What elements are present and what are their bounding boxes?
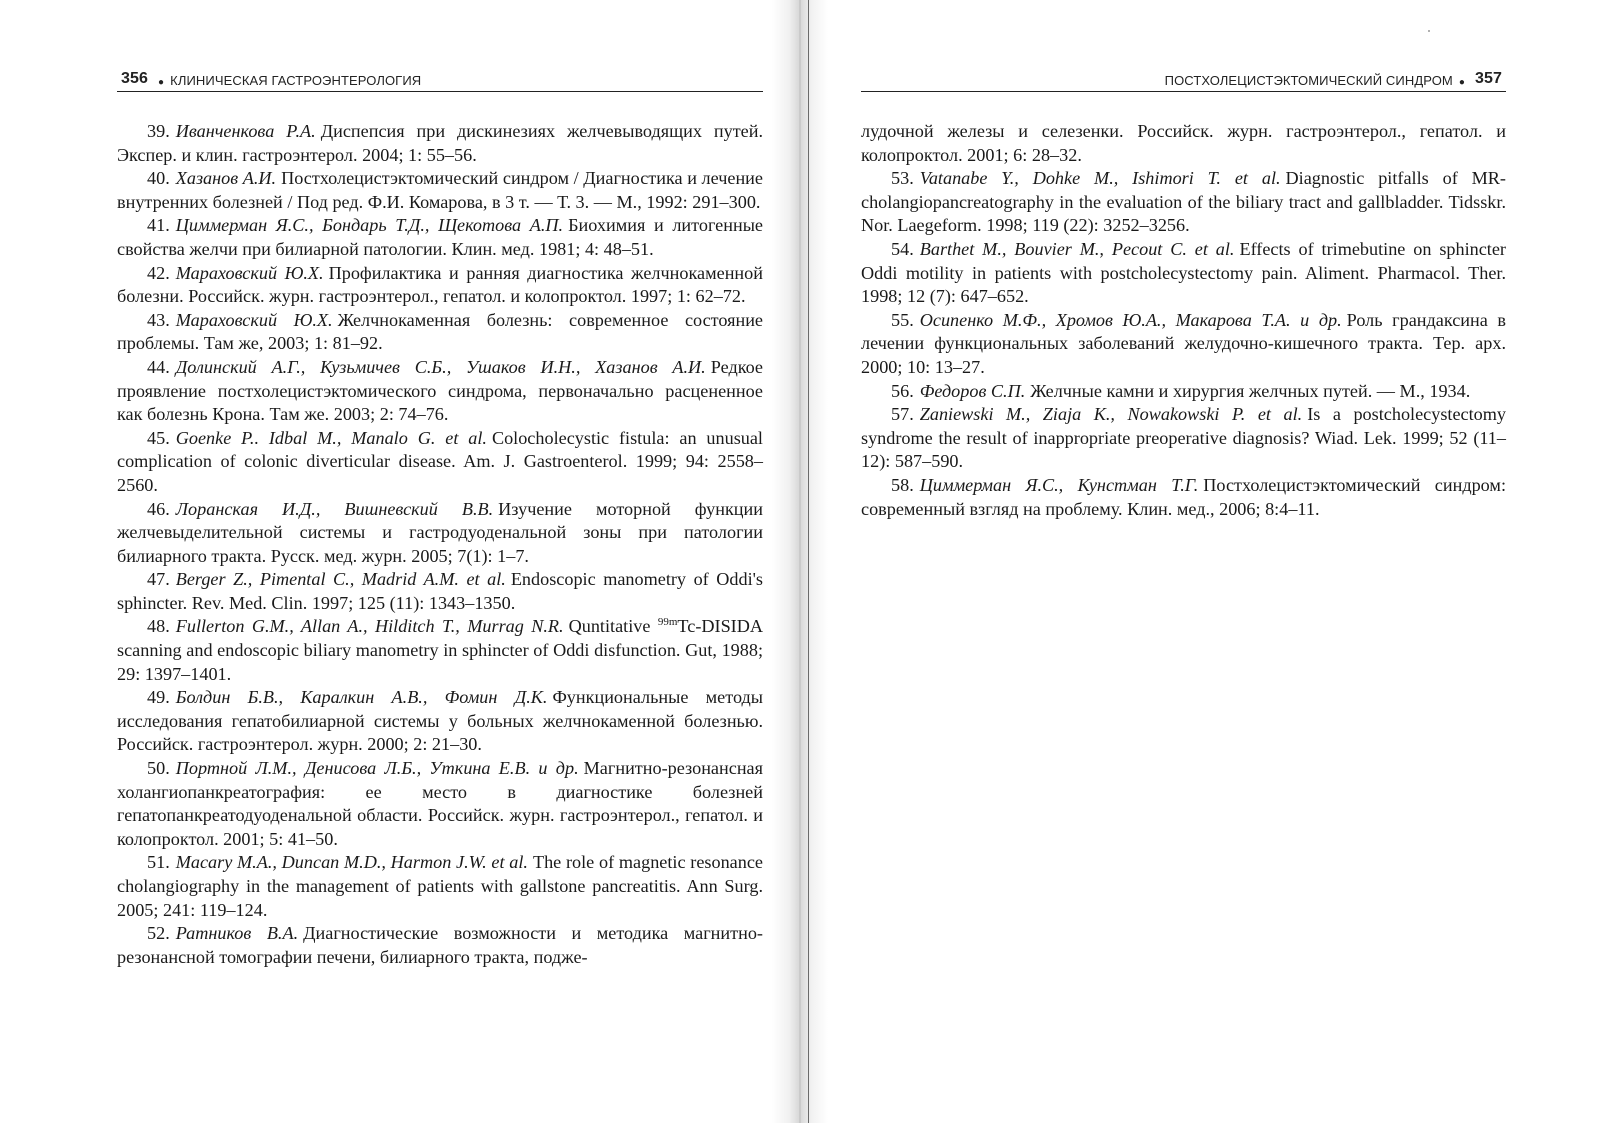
reference-text: Quntitative [568,616,651,637]
reference-text: Диспепсия при дискинезиях желчевыводящих путей. Экспер. и клин. гастроэнтерол. 2004; 1: 55–56. [117,121,763,165]
reference-item [117,167,763,214]
reference-number: 54. [891,238,914,259]
reference-item [117,922,763,969]
reference-item [861,167,1506,238]
page-number-left: 356 [121,70,148,87]
reference-authors: Долинский А.Г., Кузьмичев С.Б., Ушаков И.Н., Хазанов А.И. [175,356,706,377]
reference-authors: Осипенко М.Ф., Хромов Ю.А., Макарова Т.А. и др. [919,309,1342,330]
reference-authors: Macary M.A., Duncan M.D., Harmon J.W. et al. [175,852,528,873]
reference-text: Желчнокаменная болезнь: современное состояние проблемы. Там же, 2003; 1: 81–92. [117,309,763,354]
reference-text: Постхолецистэктомический синдром / Диагностика и лечение внутренних болезней / Под ред. Ф.И. Комарова, в 3 т. — Т. 3. — М., 1992: 291–300. [117,168,763,212]
reference-number: 51. [147,852,170,873]
reference-item [117,309,763,356]
reference-list-right [861,120,1506,521]
reference-authors: Мараховский Ю.Х. [175,262,324,283]
reference-text: Изучение моторной функции желчевыделительной системы и гастродуоденальной зоны при патологии билиарного тракта. Русск. мед. журн. 2005; 7(1): 1–7. [117,498,763,566]
reference-text: Желчные камни и хирургия желчных путей. — М., 1934. [1030,380,1471,401]
running-head-right [861,68,1506,92]
reference-number: 41. [147,215,170,236]
reference-authors: Хазанов А.И. [175,168,277,189]
reference-authors: Циммерман Я.С., Бондарь Т.Д., Щекотова А.П. [175,215,564,236]
reference-text: Магнитно-резонансная холангиопанкреатография: ее место в диагностике болезней гепатопанкреатодуоденальной области. Российск. журн. гастроэнтерол., гепатол. и колопроктол. 2001; 5: 41–50. [117,758,763,849]
reference-number: 48. [147,616,170,637]
reference-text: Tc-DISIDA scanning and endoscopic biliary manometry in sphincter of Oddi disfunction. Gut, 1988; 29: 1397–1401. [117,616,764,684]
reference-authors: Vatanabe Y., Dohke M., Ishimori T. et al. [919,168,1281,189]
reference-authors: Болдин Б.В., Каралкин А.В., Фомин Д.К. [175,687,548,708]
reference-text: Is a postcholecystectomy syndrome the result of inappropriate preoperative diagnosis? Wiad. Lek. 1999; 52 (11–12): 587–590. [861,404,1506,472]
running-title-right: ПОСТХОЛЕЦИСТЭКТОМИЧЕСКИЙ СИНДРОМ [1164,73,1453,88]
reference-item [117,120,763,167]
isotope-superscript: 99m [657,616,678,629]
reference-item [117,568,763,615]
reference-item [861,474,1506,521]
reference-text: Редкое проявление постхолецистэктомического синдрома, первоначально расцененное как болезнь Крона. Там же. 2003; 2: 74–76. [117,356,763,425]
reference-text: The role of magnetic resonance cholangiography in the management of patients with gallstone pancreatitis. Ann Surg. 2005; 241: 119–124. [117,852,763,920]
reference-authors: Barthet M., Bouvier M., Pecout C. et al. [919,238,1235,259]
reference-item [117,214,763,261]
reference-authors: Berger Z., Pimental C., Madrid A.M. et al. [175,569,506,590]
reference-authors: Zaniewski M., Ziaja K., Nowakowski P. et al. [919,404,1303,425]
reference-number: 39. [147,121,170,141]
reference-number: 57. [891,404,914,425]
reference-text: Постхолецистэктомический синдром: современный взгляд на проблему. Клин. мед., 2006; 8:4–11. [861,474,1506,519]
reference-authors: Циммерман Я.С., Кунстман Т.Г. [919,474,1199,495]
running-head-left [117,68,763,92]
reference-number: 58. [891,474,914,495]
reference-authors: Goenke P.. Idbal M., Manalo G. et al. [175,427,487,448]
right-page [800,0,1600,1123]
reference-number: 49. [147,687,170,708]
reference-item [117,851,763,922]
reference-item [117,427,763,498]
reference-text: Функциональные методы исследования гепатобилиарной системы у больных желчнокаменной болезнью. Российск. гастроэнтерол. журн. 2000; 2: 21–30. [117,687,763,755]
reference-item [861,403,1506,474]
reference-authors: Портной Л.М., Денисова Л.Б., Уткина Е.В. и др. [175,758,579,779]
reference-number: 55. [891,309,914,330]
reference-item [117,615,763,686]
reference-item [117,498,763,569]
reference-item [117,356,763,427]
reference-item [117,262,763,309]
reference-item [117,686,763,757]
reference-number: 53. [891,168,914,189]
reference-authors: Лоранская И.Д., Вишневский В.В. [175,498,494,519]
reference-authors: Федоров С.П. [919,380,1026,401]
reference-number: 43. [147,309,170,330]
reference-item [861,238,1506,309]
reference-number: 52. [147,923,170,944]
reference-number: 56. [891,380,914,401]
reference-text: Биохимия и литогенные свойства желчи при билиарной патологии. Клин. мед. 1981; 4: 48–51. [117,215,763,259]
reference-number: 44. [147,356,170,377]
reference-authors: Ратников В.А. [175,923,299,944]
reference-item [861,309,1506,380]
reference-item [861,380,1506,404]
reference-list-left [117,120,763,969]
reference-number: 42. [147,262,170,283]
bullet-separator: ● [158,77,165,88]
reference-text: Diagnostic pitfalls of MR-cholangiopancreatography in the evaluation of the biliary tract and gallbladder. Tidsskr. Nor. Laegeform. 1998; 119 (22): 3252–3256. [861,168,1506,236]
reference-continuation: лудочной железы и селезенки. Российск. журн. гастроэнтерол., гепатол. и колопроктол. 2001; 6: 28–32. [861,121,1506,165]
reference-text: Endoscopic manometry of Oddi's sphincter. Rev. Med. Clin. 1997; 125 (11): 1343–1350. [117,569,763,613]
reference-text: Диагностические возможности и методика магнитно-резонансной томографии печени, билиарного тракта, подже- [117,923,763,967]
reference-item [117,757,763,851]
page-number-right: 357 [1475,70,1502,87]
reference-text: Effects of trimebutine on sphincter Oddi motility in patients with postcholecystectomy pain. Aliment. Pharmacol. Ther. 1998; 12 (7): 647–652. [861,238,1506,307]
reference-authors: Иванченкова Р.А. [175,121,316,141]
scan-speck [1428,30,1430,32]
reference-authors: Fullerton G.M., Allan A., Hilditch T., Murrag N.R. [175,616,564,637]
reference-number: 46. [147,498,170,519]
reference-number: 50. [147,758,170,779]
running-title-left: КЛИНИЧЕСКАЯ ГАСТРОЭНТЕРОЛОГИЯ [170,73,422,88]
reference-text: Роль грандаксина в лечении функциональных заболеваний желудочно-кишечного тракта. Тер. арх. 2000; 10: 13–27. [861,309,1506,377]
reference-number: 40. [147,168,170,189]
reference-text: Colocholecystic fistula: an unusual complication of colonic diverticular disease. Am. J. Gastroenterol. 1999; 94: 2558–2560. [117,427,763,495]
reference-text: Профилактика и ранняя диагностика желчнокаменной болезни. Российск. журн. гастроэнтерол., гепатол. и колопроктол. 1997; 1: 62–72. [117,262,763,307]
reference-number: 45. [147,427,170,448]
reference-authors: Мараховский Ю.Х. [175,309,333,330]
bullet-separator: ● [1458,77,1465,88]
reference-number: 47. [147,569,170,590]
